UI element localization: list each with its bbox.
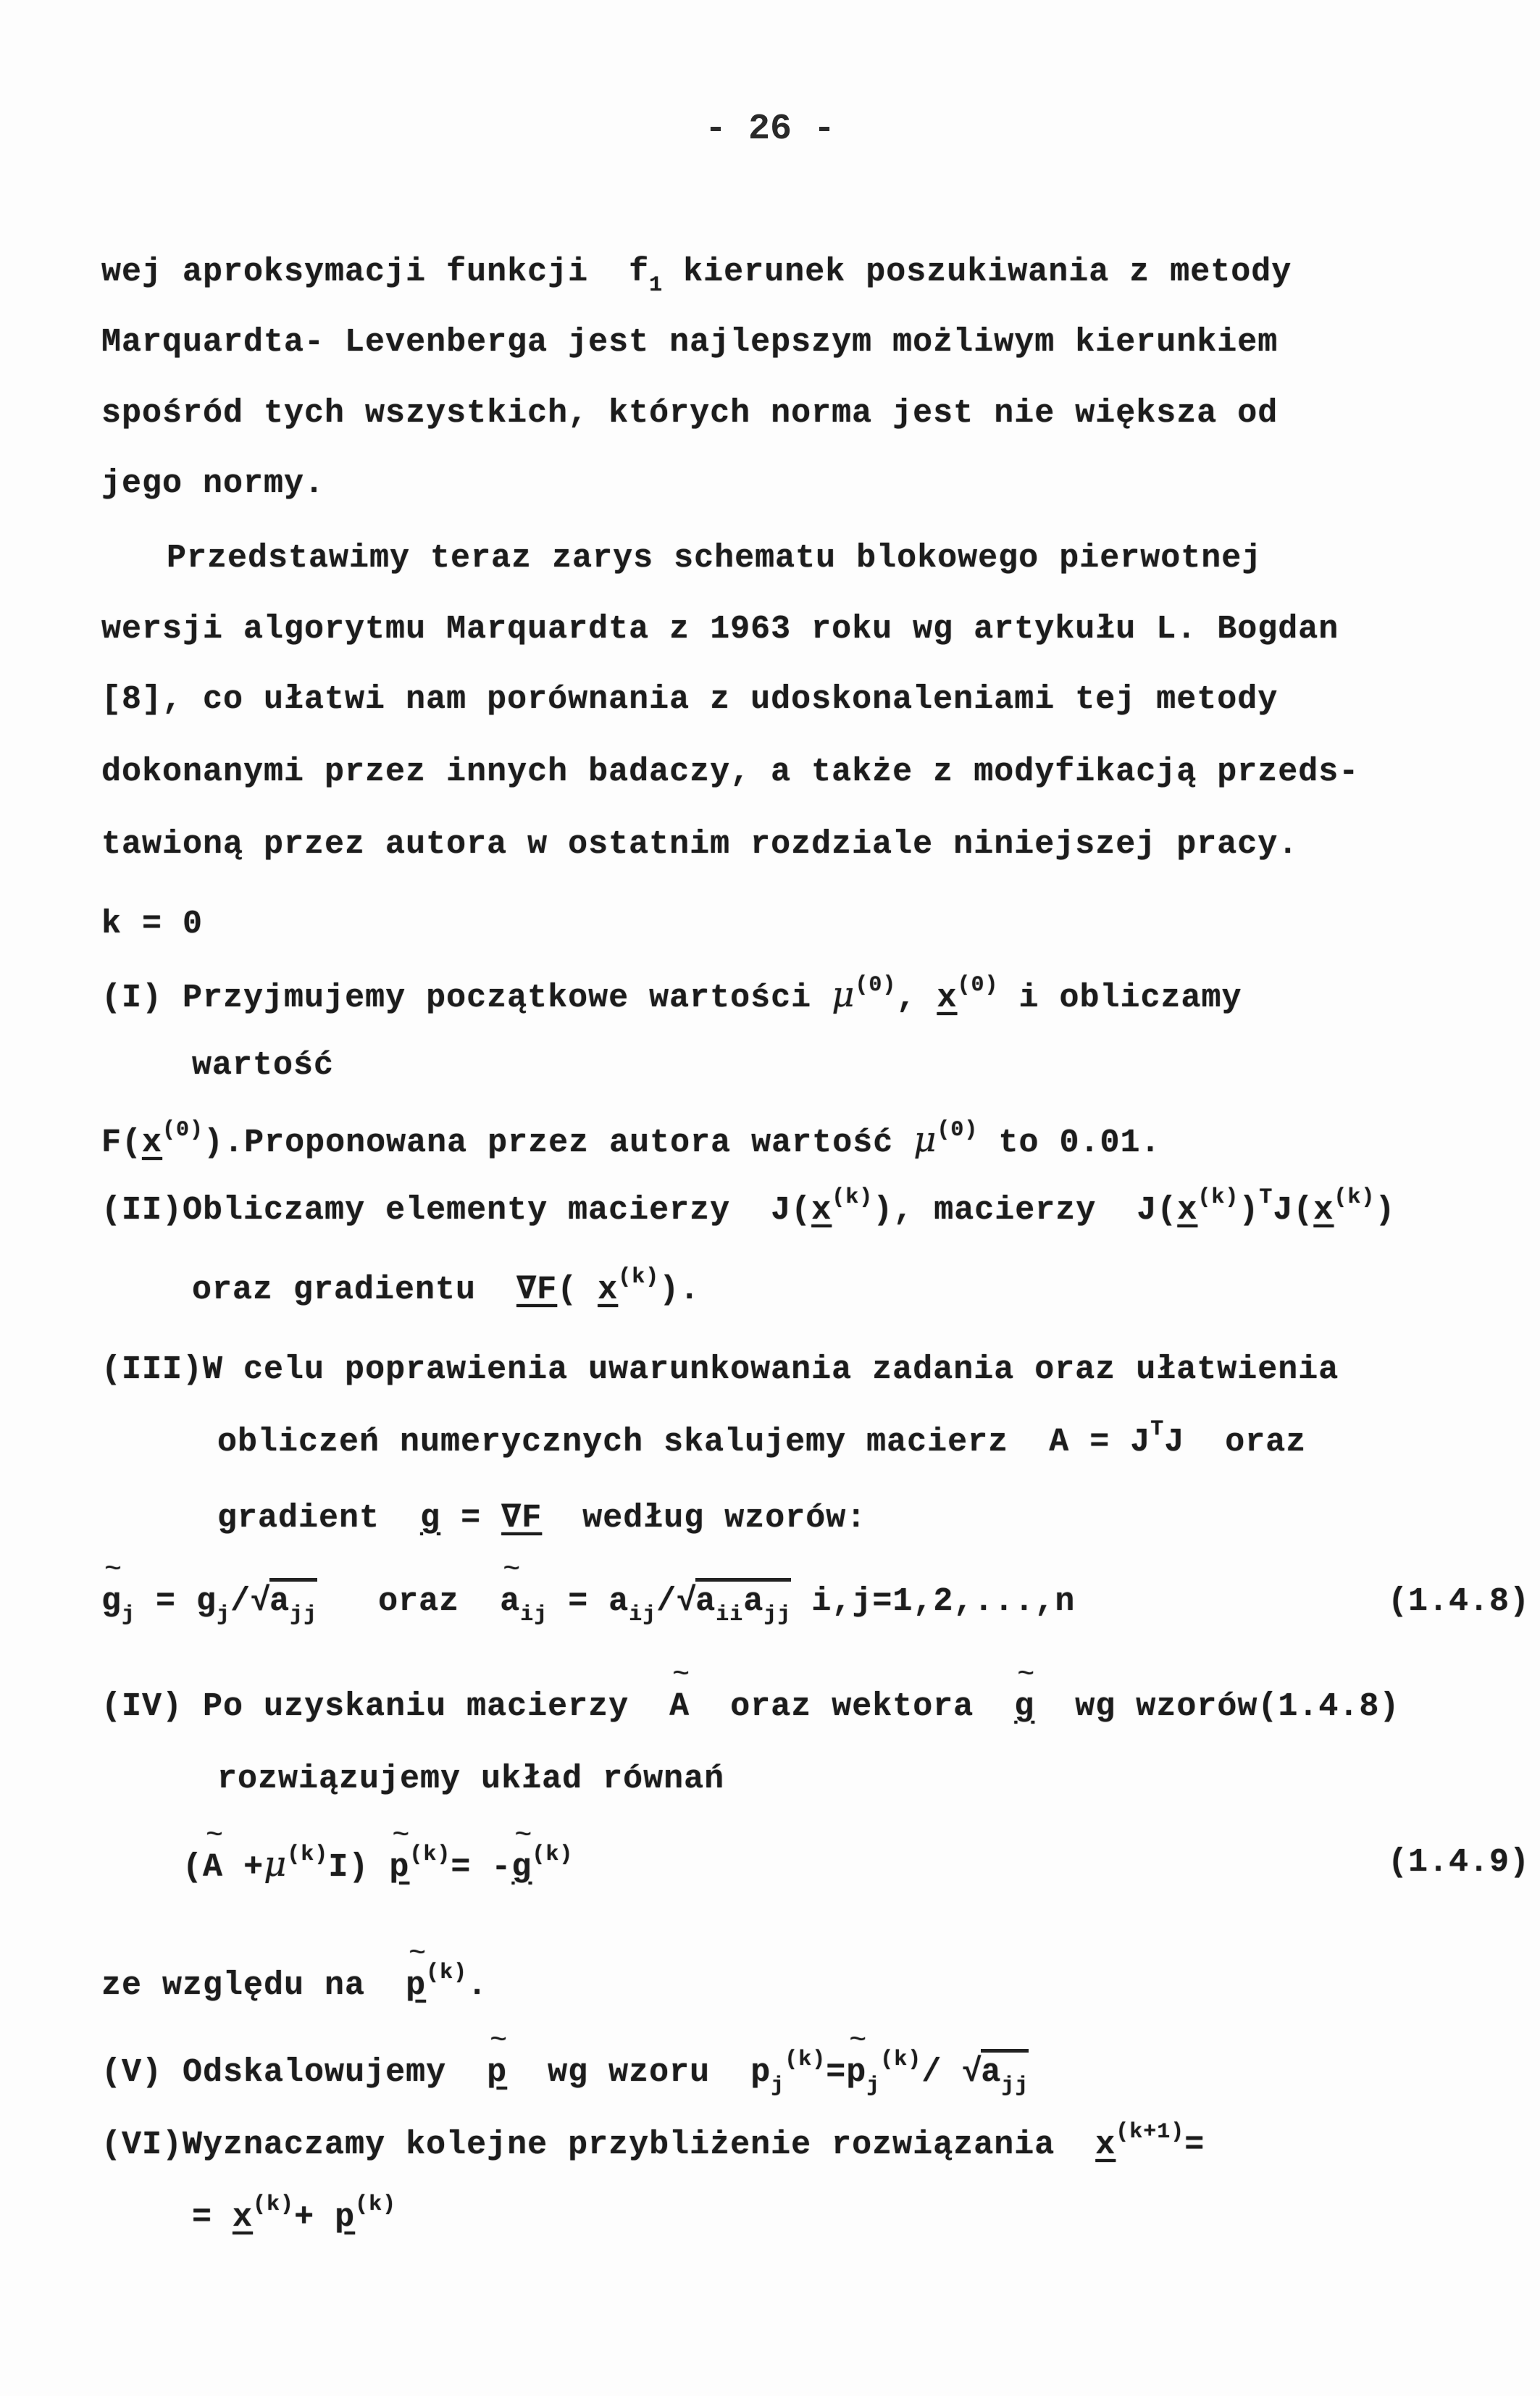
- subscript: ii: [716, 1603, 744, 1627]
- vector-g: g: [420, 1500, 441, 1537]
- vector-x: x: [233, 2199, 254, 2236]
- text-span: a: [695, 1583, 716, 1620]
- subscript: jj: [290, 1603, 318, 1627]
- text-span: gradient: [217, 1500, 380, 1537]
- text-span: =: [192, 2199, 213, 2236]
- g-tilde: ~ g: [511, 1849, 532, 1886]
- g-tilde: ~ g: [1014, 1688, 1034, 1725]
- text-line: [101, 254, 1292, 298]
- formula-1-4-9: [101, 1844, 1530, 1886]
- vector-x: x: [1177, 1192, 1198, 1229]
- a-tilde: ~ a: [500, 1583, 520, 1620]
- step-I-line-3: [101, 1119, 1161, 1161]
- superscript: (k+1): [1116, 2120, 1185, 2145]
- step-II-line: [101, 1185, 1396, 1229]
- text-span: =: [461, 1500, 482, 1537]
- text-span: = a: [568, 1583, 629, 1620]
- text-span: ze względu na: [101, 1967, 366, 2004]
- init-k: k = 0: [101, 906, 204, 943]
- formula-1-4-8: [101, 1583, 1530, 1627]
- vector-x: x: [1313, 1192, 1334, 1229]
- text-span: +: [243, 1849, 264, 1886]
- subscript: ij: [629, 1603, 657, 1627]
- equation-number: (1.4.9): [1387, 1844, 1530, 1881]
- step-label: (VI): [101, 2126, 183, 2163]
- step-label: (II): [101, 1192, 183, 1229]
- step-III-line-3: [217, 1496, 866, 1537]
- text-span: wg wzoru: [548, 2054, 711, 2091]
- text-span: a: [269, 1583, 290, 1620]
- superscript: (k): [618, 1265, 660, 1290]
- text-span: to 0.01.: [998, 1124, 1161, 1161]
- step-I-line-2: wartość: [192, 1047, 335, 1084]
- vector-x: x: [142, 1124, 163, 1161]
- text-span: , macierzy: [893, 1192, 1097, 1229]
- text-span: Odskalowujemy: [183, 2054, 447, 2091]
- subscript: 1: [649, 273, 664, 298]
- superscript: (0): [957, 973, 999, 998]
- text-span: +: [294, 2199, 315, 2236]
- text-span: ): [348, 1849, 369, 1886]
- text-span: oraz gradientu: [192, 1272, 477, 1308]
- subscript: ij: [520, 1603, 548, 1627]
- p-tilde: ~ p: [846, 2054, 866, 2091]
- step-IV-line: [101, 1688, 1530, 1725]
- text-span: ): [873, 1192, 894, 1229]
- a-tilde: ~ A: [203, 1849, 223, 1886]
- text-span: i,j=1,2,...,n: [811, 1583, 1076, 1620]
- text-span: oraz: [378, 1583, 460, 1620]
- text-span: (: [183, 1849, 204, 1886]
- text-span: ).: [204, 1124, 245, 1161]
- text-span: oraz: [1225, 1424, 1307, 1461]
- a-tilde: ~ A: [669, 1688, 690, 1725]
- text-span: oraz wektora: [730, 1688, 974, 1725]
- text-span: ).: [659, 1272, 700, 1308]
- text-span: J(: [1273, 1192, 1314, 1229]
- text-span: Przyjmujemy początkowe wartości: [183, 980, 812, 1017]
- step-label: (V): [101, 2054, 163, 2091]
- equation-number: (1.4.8): [1387, 1583, 1530, 1620]
- text-line: dokonanymi przez innych badaczy, a także z modyfikacją przeds-: [101, 754, 1360, 790]
- superscript: (k): [1334, 1185, 1376, 1210]
- vector-p: p: [335, 2199, 356, 2236]
- vector-x: x: [1095, 2126, 1116, 2163]
- text-span: obliczeń numerycznych skalujemy macierz: [217, 1424, 1009, 1461]
- mu-symbol: μ: [913, 1119, 937, 1160]
- text-span: J(: [771, 1192, 812, 1229]
- text-span: =: [1184, 2126, 1205, 2163]
- text-span: /: [921, 2054, 942, 2091]
- step-I-line: [101, 974, 1242, 1017]
- text-line: tawioną przez autora w ostatnim rozdziale niniejszej pracy.: [101, 826, 1299, 863]
- mu-symbol: μ: [832, 974, 855, 1015]
- sqrt-sign: /√: [230, 1583, 272, 1620]
- text-span: według wzorów:: [582, 1500, 867, 1537]
- subscript: j: [771, 2074, 785, 2098]
- subscript: jj: [1001, 2074, 1029, 2098]
- text-span: Proponowana przez autora wartość: [244, 1124, 894, 1161]
- text-line: Przedstawimy teraz zarys schematu blokowego pierwotnej: [167, 540, 1263, 577]
- text-span: wej aproksymacji funkcji: [101, 254, 589, 291]
- vector-x: x: [811, 1192, 832, 1229]
- p-tilde: ~ p: [406, 1967, 426, 2004]
- text-span: J(: [1137, 1192, 1178, 1229]
- text-span: I: [328, 1849, 349, 1886]
- sqrt-sign: /√: [656, 1583, 698, 1620]
- text-span: a: [743, 1583, 764, 1620]
- vector-x: x: [937, 980, 958, 1017]
- text-span: F(: [101, 1124, 143, 1161]
- nabla-f: ∇F: [516, 1272, 558, 1308]
- text-span: Obliczamy elementy macierzy: [183, 1192, 731, 1229]
- step-label: (IV): [101, 1688, 183, 1725]
- transpose: T: [1150, 1417, 1165, 1442]
- math-f: f: [629, 254, 650, 291]
- text-span: p: [750, 2054, 771, 2091]
- text-line: jego normy.: [101, 465, 325, 502]
- superscript: (k): [532, 1842, 574, 1867]
- superscript: (k): [784, 2048, 827, 2072]
- mu-symbol: μ: [264, 1844, 288, 1884]
- step-label: (I): [101, 980, 163, 1017]
- text-span: .: [467, 1967, 488, 2004]
- subscript: j: [217, 1603, 231, 1627]
- superscript: (k): [287, 1842, 329, 1867]
- superscript: (0): [855, 973, 897, 998]
- superscript: (k): [253, 2192, 295, 2217]
- vector-x: x: [598, 1272, 619, 1308]
- superscript: (k): [355, 2192, 397, 2217]
- nabla-f: ∇F: [501, 1500, 543, 1537]
- subscript: j: [866, 2074, 881, 2098]
- subscript: jj: [763, 1603, 792, 1627]
- text-span: ): [1375, 1192, 1396, 1229]
- step-VI-line: [101, 2120, 1205, 2163]
- text-line: Marquardta- Levenberga jest najlepszym możliwym kierunkiem: [101, 324, 1279, 361]
- text-span: Po uzyskaniu macierzy: [203, 1688, 629, 1725]
- step-III-line-2: [217, 1417, 1307, 1461]
- text-span: A = J: [1049, 1424, 1151, 1461]
- step-III-line: [101, 1351, 1339, 1388]
- step-IV-line-2: rozwiązujemy układ równań: [217, 1761, 725, 1798]
- step-V-line: (V) Odskalowujemy ~ p wg wzoru $p_j^{(k)}=\sim$ $p_j^{(k)}/$ $√a_{jj}$: [101, 2054, 1029, 2091]
- text-span: ): [1239, 1192, 1260, 1229]
- page-number: - 26 -: [704, 109, 836, 150]
- step-IV-line-4: [101, 1961, 488, 2004]
- p-tilde: ~ p: [487, 2054, 507, 2091]
- text-span: J: [1164, 1424, 1185, 1461]
- text-line: wersji algorytmu Marquardta z 1963 roku wg artykułu L. Bogdan: [101, 611, 1339, 648]
- text-span: i obliczamy: [1018, 980, 1242, 1017]
- step-VI-line-2: [192, 2192, 397, 2236]
- superscript: (k): [409, 1842, 451, 1867]
- text-line: [8], co ułatwi nam porównania z udoskonaleniami tej metody: [101, 681, 1279, 718]
- text-span: wg wzorów(1.4.8): [1075, 1688, 1400, 1725]
- text-span: ,: [896, 980, 917, 1017]
- g-tilde: ~ g: [101, 1583, 122, 1620]
- step-label: (III): [101, 1351, 204, 1388]
- text-span: W celu poprawienia uwarunkowania zadania oraz ułatwienia: [203, 1351, 1339, 1388]
- text-span: kierunek poszukiwania z metody: [683, 254, 1292, 291]
- superscript: (k): [1197, 1185, 1239, 1210]
- superscript: (0): [937, 1118, 979, 1143]
- text-span: =: [826, 2054, 847, 2091]
- superscript: (k): [832, 1185, 874, 1210]
- text-span: Wyznaczamy kolejne przybliżenie rozwiązania: [183, 2126, 1055, 2163]
- text-span: a: [981, 2054, 1002, 2091]
- subscript: j: [122, 1603, 136, 1627]
- superscript: (0): [162, 1118, 204, 1143]
- text-line: spośród tych wszystkich, których norma jest nie większa od: [101, 395, 1279, 432]
- transpose: T: [1259, 1185, 1273, 1210]
- step-II-line-2: oraz gradientu ∇F( $x^{(k)}$).: [192, 1265, 700, 1308]
- text-span: = -: [451, 1849, 512, 1886]
- text-span: = g: [156, 1583, 217, 1620]
- superscript: (k): [880, 2048, 922, 2072]
- superscript: (k): [426, 1961, 468, 1985]
- p-tilde: ~ p: [389, 1849, 409, 1886]
